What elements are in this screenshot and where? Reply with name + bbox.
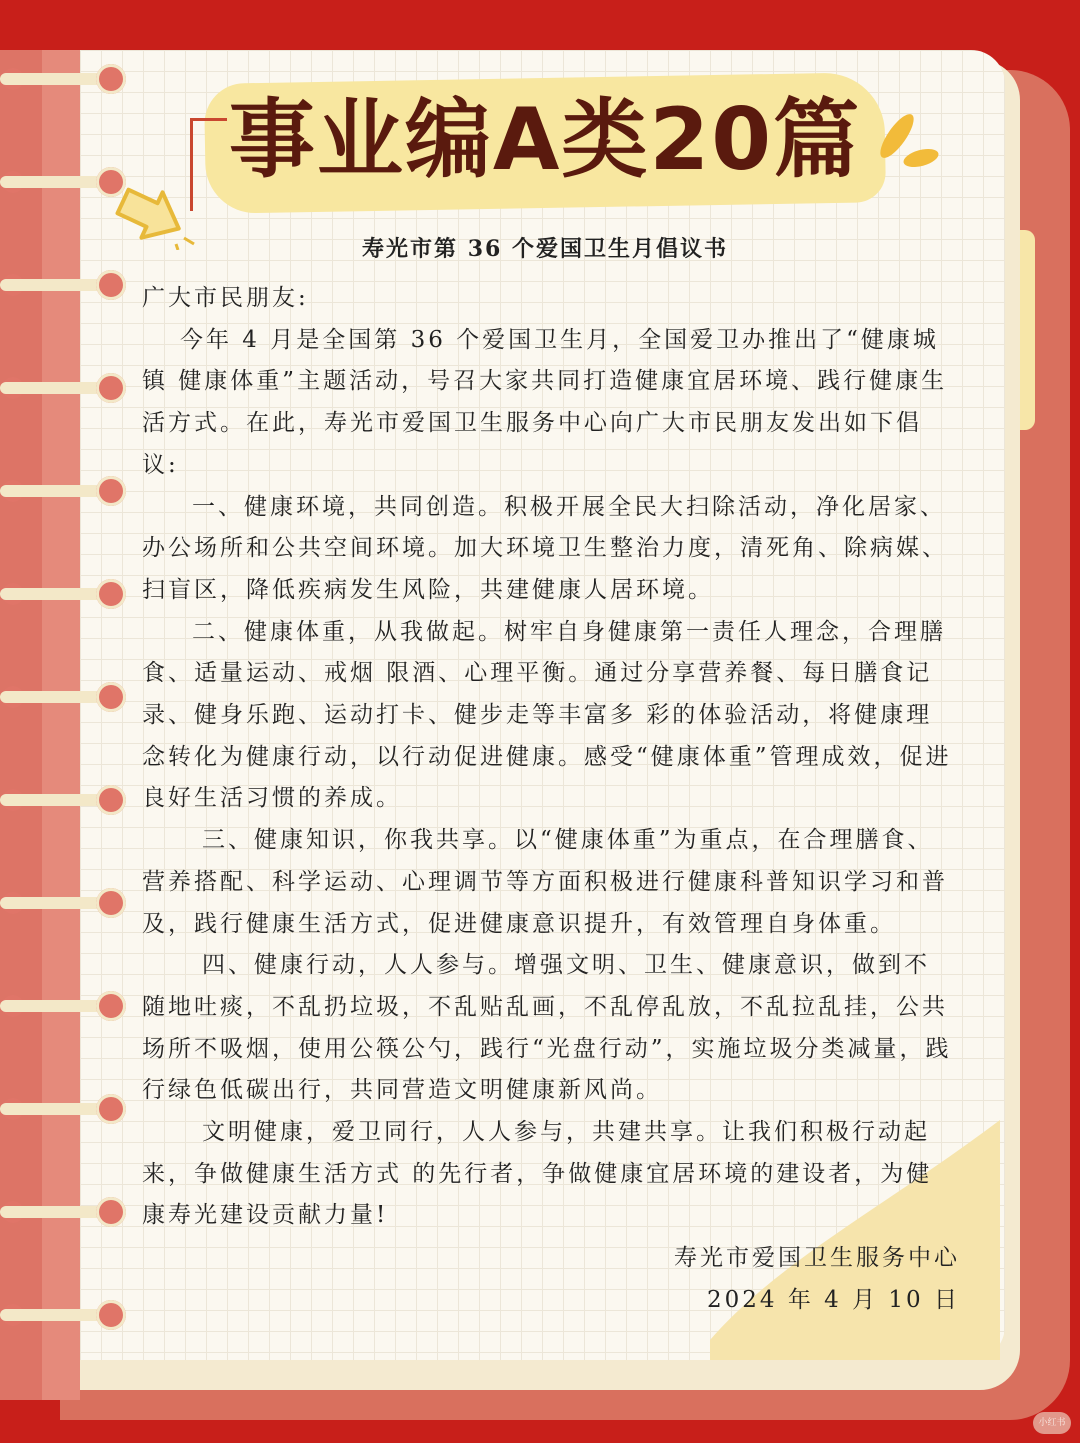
ring-binder-icon	[0, 989, 128, 1023]
signature-date: 2024 年 4 月 10 日	[707, 1287, 960, 1313]
document-body	[142, 278, 952, 1237]
salutation: 广大市民朋友:	[142, 285, 309, 311]
paragraph-point-1: 一、健康环境，共同创造。积极开展全民大扫除活动，净化居家、办公场所和公共空间环境。加大环境卫生整治力度，清死角、除病媒、扫盲区，降低疾病发生风险，共建健康人居环境。	[142, 493, 948, 603]
feather-icon	[875, 100, 955, 180]
paragraph-point-4: 四、健康行动，人人参与。增强文明、卫生、健康意识，做到不随地吐痰，不乱扔垃圾，不乱贴乱画，不乱停乱放，不乱拉乱挂，公共场所不吸烟，使用公筷公勺，践行“光盘行动”，实施垃圾分类减量，践行绿色低碳出行，共同营造文明健康新风尚。	[142, 952, 952, 1104]
signature-org: 寿光市爱国卫生服务中心	[674, 1245, 960, 1271]
document-heading: 寿光市第 36 个爱国卫生月倡议书	[362, 236, 728, 262]
ring-binder-icon	[0, 62, 128, 96]
ring-binder-icon	[0, 165, 128, 199]
paragraph-point-3: 三、健康知识，你我共享。以“健康体重”为重点，在合理膳食、营养搭配、科学运动、心理调节等方面积极进行健康科普知识学习和普及，践行健康生活方式，促进健康意识提升，有效管理自身体重。	[142, 827, 948, 937]
watermark: 小红书	[1033, 1412, 1071, 1434]
ring-binder-icon	[0, 1195, 128, 1229]
ring-binder-icon	[0, 1298, 128, 1332]
paragraph-point-2: 二、健康体重，从我做起。树牢自身健康第一责任人理念，合理膳食、适量运动、戒烟 限酒、心理平衡。通过分享营养餐、每日膳食记录、健身乐跑、运动打卡、健步走等丰富多 彩的体验活动，将健康理念转化为健康行动，以行动促进健康。感受“健康体重”管理成效，促进良好生活习惯的养成。	[142, 618, 952, 812]
ring-binder-icon	[0, 680, 128, 714]
ring-binder-icon	[0, 886, 128, 920]
paragraph-intro: 今年 4 月是全国第 36 个爱国卫生月，全国爱卫办推出了“健康城镇 健康体重”主题活动，号召大家共同打造健康宜居环境、践行健康生活方式。在此，寿光市爱国卫生服务中心向广大市民朋友发出如下倡议:	[142, 326, 948, 478]
paragraph-closing: 文明健康，爱卫同行，人人参与，共建共享。让我们积极行动起来，争做健康生活方式 的先行者，争做健康宜居环境的建设者，为健康寿光建设贡献力量!	[142, 1119, 933, 1229]
ring-binder-icon	[0, 783, 128, 817]
signature-block	[674, 1237, 960, 1321]
ring-binder-icon	[0, 268, 128, 302]
page-title: 事业编A类20篇	[228, 90, 862, 190]
ring-binder-icon	[0, 474, 128, 508]
ring-binder-icon	[0, 577, 128, 611]
ring-binder-icon	[0, 1092, 128, 1126]
ring-binder-icon	[0, 371, 128, 405]
